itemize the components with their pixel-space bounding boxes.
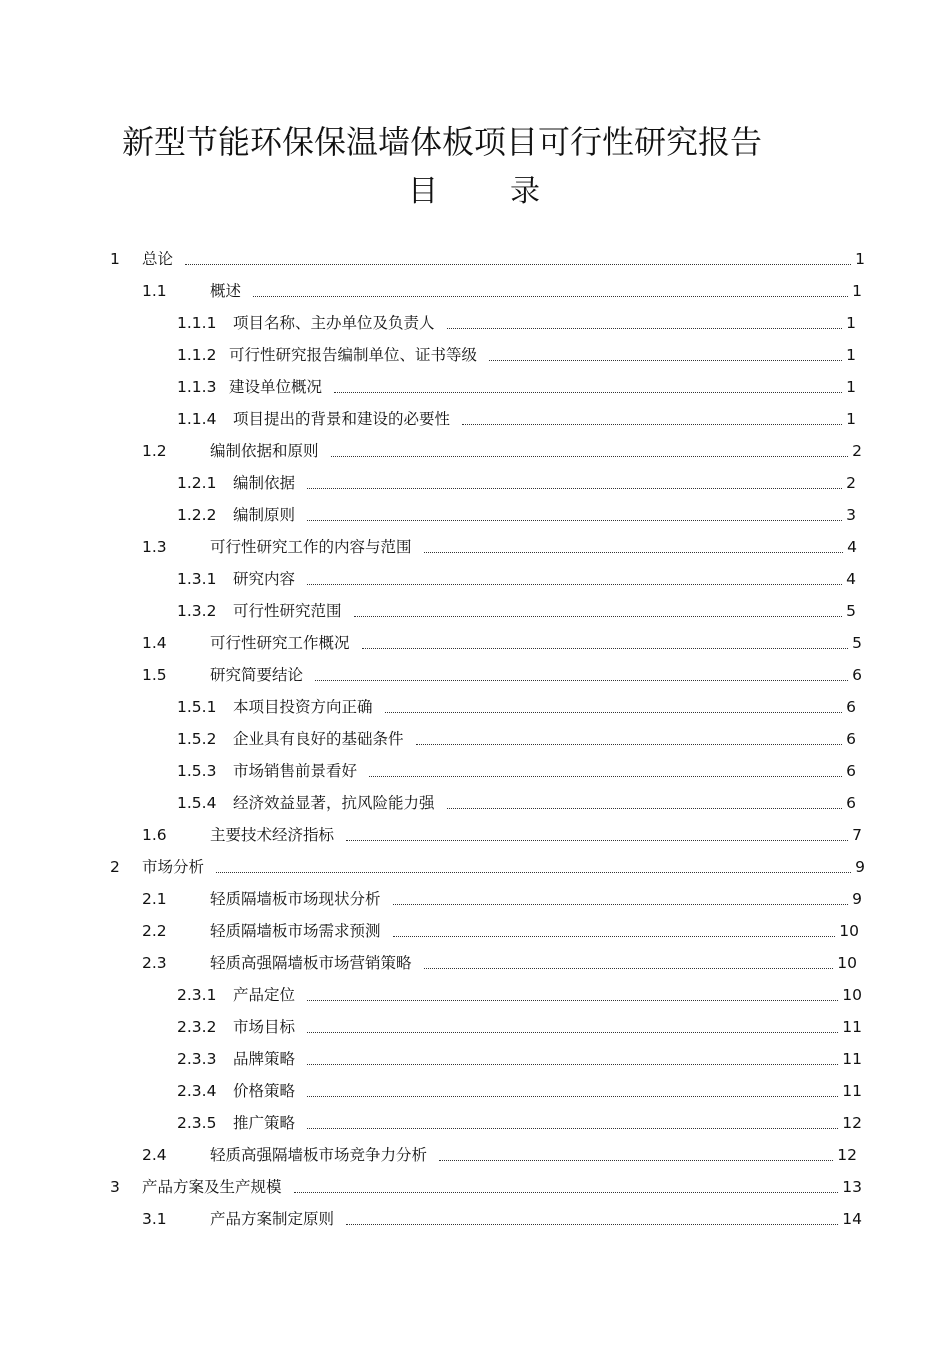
toc-entry-title: 本项目投资方向正确 bbox=[233, 698, 373, 716]
toc-dot-leader bbox=[385, 712, 843, 713]
toc-dot-leader bbox=[354, 616, 843, 617]
toc-entry[interactable] bbox=[177, 311, 856, 335]
toc-entry-page-number: 6 bbox=[846, 730, 856, 748]
toc-dot-leader bbox=[362, 648, 849, 649]
toc-entry[interactable] bbox=[110, 1175, 862, 1199]
toc-heading-right: 录 bbox=[510, 174, 540, 209]
toc-entry-title: 总论 bbox=[142, 250, 174, 268]
toc-entry-title: 可行性研究工作概况 bbox=[210, 634, 350, 652]
toc-entry-title: 项目提出的背景和建设的必要性 bbox=[233, 410, 451, 428]
toc-entry-number: 2.3 bbox=[142, 954, 167, 972]
toc-entry-number: 1.3.2 bbox=[177, 602, 217, 620]
toc-entry[interactable] bbox=[177, 407, 856, 431]
toc-entry[interactable] bbox=[177, 759, 856, 783]
toc-entry-number: 1 bbox=[110, 250, 120, 268]
toc-entry-number: 2.1 bbox=[142, 890, 167, 908]
toc-entry-page-number: 12 bbox=[842, 1114, 862, 1132]
document-title: 新型节能环保保温墙体板项目可行性研究报告 bbox=[122, 123, 763, 161]
toc-entry-page-number: 6 bbox=[846, 794, 856, 812]
toc-entry-page-number: 6 bbox=[846, 762, 856, 780]
toc-entry-number: 1.3.1 bbox=[177, 570, 217, 588]
toc-entry-page-number: 10 bbox=[839, 922, 859, 940]
toc-entry-title: 产品方案制定原则 bbox=[210, 1210, 335, 1228]
toc-entry-number: 3 bbox=[110, 1178, 120, 1196]
toc-entry-title: 研究内容 bbox=[233, 570, 296, 588]
toc-entry-title: 可行性研究报告编制单位、证书等级 bbox=[229, 346, 478, 364]
toc-dot-leader bbox=[307, 1032, 838, 1033]
toc-entry[interactable] bbox=[177, 727, 856, 751]
toc-entry[interactable] bbox=[177, 375, 856, 399]
toc-entry-number: 1.1.1 bbox=[177, 314, 217, 332]
toc-entry-title: 可行性研究工作的内容与范围 bbox=[210, 538, 412, 556]
toc-dot-leader bbox=[185, 264, 851, 265]
toc-entry[interactable] bbox=[142, 919, 859, 943]
toc-entry-page-number: 5 bbox=[852, 634, 862, 652]
toc-entry-title: 轻质高强隔墙板市场营销策略 bbox=[210, 954, 412, 972]
toc-entry-number: 2.3.5 bbox=[177, 1114, 217, 1132]
toc-dot-leader bbox=[307, 1064, 838, 1065]
toc-entry-page-number: 9 bbox=[855, 858, 865, 876]
toc-entry-page-number: 2 bbox=[852, 442, 862, 460]
toc-entry-page-number: 10 bbox=[842, 986, 862, 1004]
toc-entry-page-number: 1 bbox=[846, 378, 856, 396]
toc-entry-number: 1.5.4 bbox=[177, 794, 217, 812]
toc-entry-number: 1.2.1 bbox=[177, 474, 217, 492]
toc-dot-leader bbox=[393, 904, 849, 905]
toc-entry-page-number: 5 bbox=[846, 602, 856, 620]
toc-entry-number: 2 bbox=[110, 858, 120, 876]
toc-entry[interactable] bbox=[177, 1015, 862, 1039]
toc-entry-title: 编制原则 bbox=[233, 506, 296, 524]
toc-dot-leader bbox=[334, 392, 842, 393]
toc-entry[interactable] bbox=[142, 951, 857, 975]
toc-dot-leader bbox=[253, 296, 848, 297]
toc-entry[interactable] bbox=[142, 631, 862, 655]
toc-entry-page-number: 1 bbox=[855, 250, 865, 268]
toc-entry-page-number: 1 bbox=[846, 314, 856, 332]
toc-entry-title: 编制依据 bbox=[233, 474, 296, 492]
toc-entry-title: 轻质隔墙板市场需求预测 bbox=[210, 922, 381, 940]
toc-entry-title: 品牌策略 bbox=[233, 1050, 296, 1068]
toc-dot-leader bbox=[216, 872, 851, 873]
toc-entry-title: 企业具有良好的基础条件 bbox=[233, 730, 404, 748]
toc-entry-title: 市场销售前景看好 bbox=[233, 762, 358, 780]
toc-entry-number: 1.5.3 bbox=[177, 762, 217, 780]
toc-dot-leader bbox=[307, 1000, 838, 1001]
toc-entry-page-number: 7 bbox=[852, 826, 862, 844]
toc-entry[interactable] bbox=[177, 471, 856, 495]
toc-dot-leader bbox=[489, 360, 842, 361]
toc-dot-leader bbox=[462, 424, 842, 425]
toc-entry-title: 可行性研究范围 bbox=[233, 602, 342, 620]
toc-entry[interactable] bbox=[177, 1111, 862, 1135]
toc-dot-leader bbox=[369, 776, 842, 777]
toc-entry-number: 1.6 bbox=[142, 826, 167, 844]
toc-entry[interactable] bbox=[177, 1047, 862, 1071]
toc-entry-title: 项目名称、主办单位及负责人 bbox=[233, 314, 435, 332]
toc-entry-page-number: 13 bbox=[842, 1178, 862, 1196]
toc-entry-number: 3.1 bbox=[142, 1210, 167, 1228]
toc-entry-page-number: 11 bbox=[842, 1082, 862, 1100]
toc-dot-leader bbox=[447, 328, 843, 329]
toc-entry[interactable] bbox=[142, 279, 862, 303]
toc-entry[interactable] bbox=[142, 1143, 857, 1167]
toc-entry-number: 1.2 bbox=[142, 442, 167, 460]
toc-entry-title: 轻质高强隔墙板市场竞争力分析 bbox=[210, 1146, 428, 1164]
toc-dot-leader bbox=[447, 808, 843, 809]
toc-entry-title: 产品方案及生产规模 bbox=[142, 1178, 282, 1196]
toc-dot-leader bbox=[294, 1192, 839, 1193]
toc-entry[interactable] bbox=[142, 823, 862, 847]
toc-entry-number: 2.3.3 bbox=[177, 1050, 217, 1068]
toc-entry[interactable] bbox=[177, 695, 856, 719]
toc-entry-number: 2.2 bbox=[142, 922, 167, 940]
toc-entry-page-number: 1 bbox=[846, 410, 856, 428]
toc-entry-title: 价格策略 bbox=[233, 1082, 296, 1100]
toc-entry[interactable] bbox=[110, 247, 865, 271]
toc-entry-number: 2.3.4 bbox=[177, 1082, 217, 1100]
toc-entry-page-number: 1 bbox=[852, 282, 862, 300]
toc-entry[interactable] bbox=[177, 1079, 862, 1103]
toc-entry-number: 1.4 bbox=[142, 634, 167, 652]
toc-dot-leader bbox=[315, 680, 848, 681]
toc-dot-leader bbox=[307, 488, 842, 489]
toc-entry[interactable] bbox=[177, 983, 862, 1007]
toc-dot-leader bbox=[346, 1224, 838, 1225]
toc-entry[interactable] bbox=[177, 599, 856, 623]
toc-entry-page-number: 11 bbox=[842, 1018, 862, 1036]
toc-entry-page-number: 4 bbox=[847, 538, 857, 556]
toc-dot-leader bbox=[307, 520, 842, 521]
toc-dot-leader bbox=[439, 1160, 833, 1161]
toc-dot-leader bbox=[307, 1096, 838, 1097]
toc-dot-leader bbox=[307, 1128, 838, 1129]
toc-dot-leader bbox=[424, 552, 844, 553]
toc-entry-title: 主要技术经济指标 bbox=[210, 826, 335, 844]
toc-entry-page-number: 12 bbox=[837, 1146, 857, 1164]
toc-entry-number: 1.3 bbox=[142, 538, 167, 556]
toc-entry-title: 市场分析 bbox=[142, 858, 205, 876]
toc-entry-page-number: 6 bbox=[852, 666, 862, 684]
toc-entry-title: 编制依据和原则 bbox=[210, 442, 319, 460]
toc-entry-page-number: 4 bbox=[846, 570, 856, 588]
toc-entry-number: 1.1.4 bbox=[177, 410, 217, 428]
toc-entry-number: 1.1.2 bbox=[177, 346, 217, 364]
toc-entry-title: 研究简要结论 bbox=[210, 666, 304, 684]
toc-entry-number: 2.3.2 bbox=[177, 1018, 217, 1036]
toc-dot-leader bbox=[393, 936, 836, 937]
toc-entry-title: 轻质隔墙板市场现状分析 bbox=[210, 890, 381, 908]
toc-heading-left: 目 bbox=[408, 174, 438, 209]
toc-entry-number: 1.5 bbox=[142, 666, 167, 684]
toc-entry-number: 2.3.1 bbox=[177, 986, 217, 1004]
toc-entry[interactable] bbox=[142, 1207, 862, 1231]
toc-entry-title: 经济效益显著，抗风险能力强 bbox=[233, 794, 435, 812]
toc-entry-number: 1.1.3 bbox=[177, 378, 217, 396]
toc-entry-number: 1.5.2 bbox=[177, 730, 217, 748]
toc-entry-page-number: 3 bbox=[846, 506, 856, 524]
toc-heading bbox=[0, 170, 950, 214]
toc-dot-leader bbox=[346, 840, 848, 841]
toc-entry-page-number: 2 bbox=[846, 474, 856, 492]
toc-entry-title: 市场目标 bbox=[233, 1018, 296, 1036]
toc-entry-page-number: 10 bbox=[837, 954, 857, 972]
toc-entry-title: 建设单位概况 bbox=[229, 378, 323, 396]
toc-entry-title: 概述 bbox=[210, 282, 242, 300]
toc-dot-leader bbox=[307, 584, 842, 585]
toc-entry-number: 1.1 bbox=[142, 282, 167, 300]
toc-entry-page-number: 1 bbox=[846, 346, 856, 364]
toc-entry-page-number: 14 bbox=[842, 1210, 862, 1228]
toc-entry-number: 2.4 bbox=[142, 1146, 167, 1164]
toc-entry[interactable] bbox=[110, 855, 865, 879]
toc-entry-number: 1.2.2 bbox=[177, 506, 217, 524]
toc-entry-title: 推广策略 bbox=[233, 1114, 296, 1132]
toc-dot-leader bbox=[424, 968, 834, 969]
toc-entry-page-number: 9 bbox=[852, 890, 862, 908]
toc-entry[interactable] bbox=[177, 503, 856, 527]
toc-entry[interactable] bbox=[142, 535, 857, 559]
toc-entry[interactable] bbox=[177, 567, 856, 591]
toc-entry[interactable] bbox=[177, 343, 856, 367]
toc-dot-leader bbox=[416, 744, 843, 745]
toc-entry[interactable] bbox=[142, 439, 862, 463]
toc-entry-title: 产品定位 bbox=[233, 986, 296, 1004]
toc-entry-page-number: 6 bbox=[846, 698, 856, 716]
toc-entry-page-number: 11 bbox=[842, 1050, 862, 1068]
toc-entry[interactable] bbox=[142, 663, 862, 687]
toc-entry[interactable] bbox=[177, 791, 856, 815]
toc-dot-leader bbox=[331, 456, 849, 457]
toc-entry-number: 1.5.1 bbox=[177, 698, 217, 716]
toc-entry[interactable] bbox=[142, 887, 862, 911]
